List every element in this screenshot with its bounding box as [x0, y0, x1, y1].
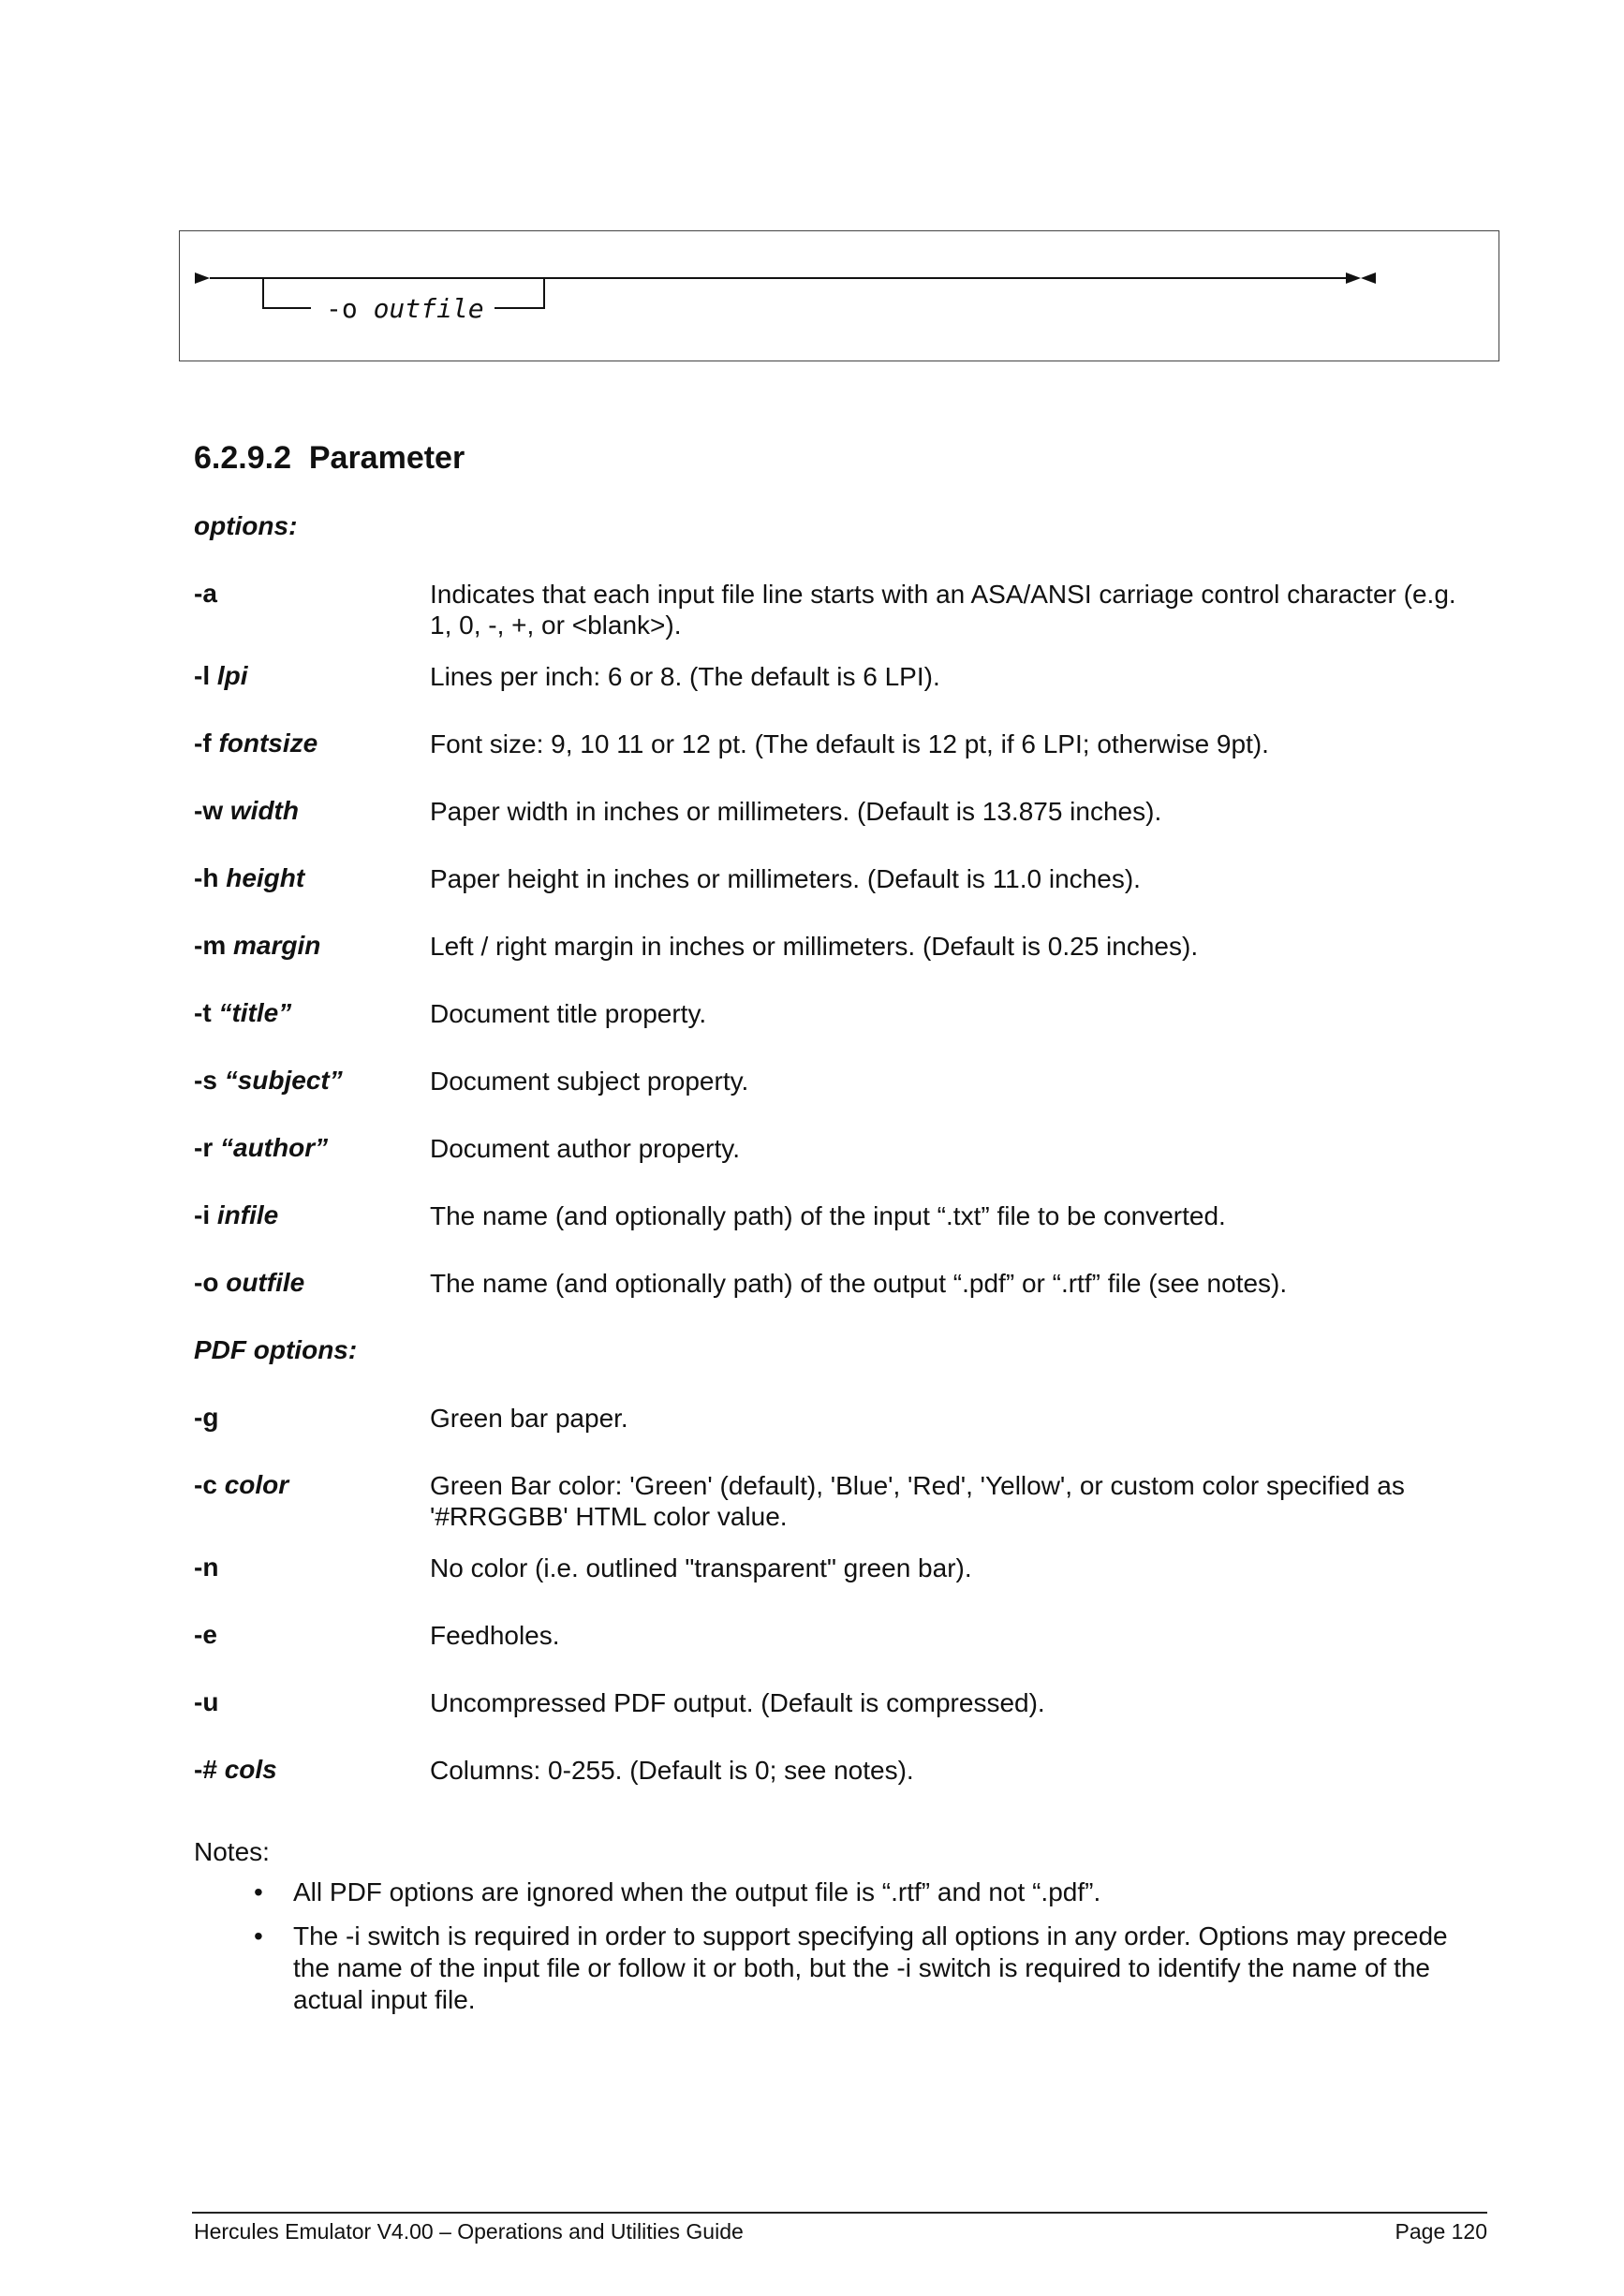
syntax-option: [326, 293, 484, 324]
param-switch: -h: [194, 863, 227, 892]
param-argument: height: [226, 863, 305, 892]
param-description: Document author property.: [430, 1134, 740, 1163]
param-name: [194, 998, 291, 1028]
param-description: Document title property.: [430, 999, 707, 1028]
param-description: Font size: 9, 10 11 or 12 pt. (The default is 12 pt, if 6 LPI; otherwise 9pt).: [430, 729, 1269, 758]
param-name: [194, 1268, 304, 1298]
param-description: Feedholes.: [430, 1621, 560, 1650]
param-argument: fontsize: [218, 729, 318, 758]
param-name: [194, 1200, 278, 1230]
param-switch: -o: [194, 1268, 227, 1297]
branch-left-line: [263, 278, 311, 308]
param-switch: -i: [194, 1200, 217, 1229]
param-description: Lines per inch: 6 or 8. (The default is 6 LPI).: [430, 662, 940, 691]
note-text: The -i switch is required in order to support specifying all options in any order. Options may precede the name of the input file or follow it or both, but the -i switch is required to identify the name of the actual input file.: [293, 1921, 1448, 2014]
pdf-options-label: PDF options:: [194, 1335, 358, 1364]
param-switch: -f: [194, 729, 219, 758]
footer-title: Hercules Emulator V4.00 – Operations and Utilities Guide: [194, 2219, 744, 2244]
param-switch: -s: [194, 1066, 225, 1095]
param-name: [194, 661, 248, 691]
param-description: Indicates that each input file line starts with an ASA/ANSI carriage control character (e.g. 1, 0, -, +, or <blank>).: [430, 580, 1456, 640]
syntax-argument: outfile: [373, 293, 484, 324]
param-switch: -r: [194, 1133, 220, 1162]
list-item: [194, 1921, 1486, 2016]
param-name: [194, 796, 299, 826]
param-switch: -m: [194, 931, 233, 960]
list-item: [194, 1877, 1486, 1908]
param-description: Paper width in inches or millimeters. (Default is 13.875 inches).: [430, 797, 1162, 826]
param-argument: “title”: [218, 998, 292, 1027]
param-name: [194, 863, 304, 893]
param-name: [194, 1470, 288, 1500]
param-name: [194, 1553, 218, 1582]
page-number: Page 120: [1395, 2219, 1487, 2244]
note-text: All PDF options are ignored when the output file is “.rtf” and not “.pdf”.: [293, 1877, 1101, 1906]
param-argument: outfile: [226, 1268, 305, 1297]
param-description: Document subject property.: [430, 1067, 749, 1096]
bullet-icon: •: [254, 1877, 263, 1906]
param-argument: color: [224, 1470, 289, 1499]
param-description: The name (and optionally path) of the output “.pdf” or “.rtf” file (see notes).: [430, 1269, 1288, 1298]
end-arrow-reverse-icon: [1361, 272, 1376, 284]
param-name: [194, 1066, 343, 1096]
param-argument: “author”: [220, 1133, 329, 1162]
param-description: Columns: 0-255. (Default is 0; see notes).: [430, 1756, 914, 1785]
param-argument: cols: [224, 1755, 277, 1784]
param-switch: -t: [194, 998, 219, 1027]
bullet-icon: •: [254, 1921, 263, 1950]
section-title: 6.2.9.2 Parameter: [194, 440, 465, 476]
branch-right-line: [495, 278, 544, 308]
start-arrow-icon: [195, 272, 210, 284]
param-description: Paper height in inches or millimeters. (Default is 11.0 inches).: [430, 864, 1141, 893]
param-name: [194, 1403, 218, 1433]
param-name: [194, 1133, 328, 1163]
notes-label: Notes:: [194, 1837, 270, 1866]
param-switch: -w: [194, 796, 230, 825]
syntax-switch: -o: [326, 293, 358, 324]
param-switch: -a: [194, 579, 217, 608]
param-description: Uncompressed PDF output. (Default is compressed).: [430, 1688, 1045, 1717]
param-name: [194, 931, 320, 961]
param-description: The name (and optionally path) of the input “.txt” file to be converted.: [430, 1201, 1226, 1230]
param-argument: width: [229, 796, 299, 825]
param-switch: -c: [194, 1470, 225, 1499]
param-argument: infile: [216, 1200, 279, 1229]
param-description: Left / right margin in inches or millimeters. (Default is 0.25 inches).: [430, 932, 1199, 961]
param-description: Green Bar color: 'Green' (default), 'Blue', 'Red', 'Yellow', or custom color specified as '#RRGGBB' HTML color value.: [430, 1471, 1405, 1531]
param-name: [194, 1620, 217, 1650]
param-switch: -#: [194, 1755, 225, 1784]
param-name: [194, 1755, 277, 1785]
param-switch: -l: [194, 661, 217, 690]
footer-divider: [192, 2212, 1487, 2214]
param-switch: -n: [194, 1553, 219, 1582]
param-switch: -u: [194, 1687, 219, 1716]
param-argument: margin: [233, 931, 321, 960]
param-name: [194, 579, 217, 609]
param-switch: -e: [194, 1620, 217, 1649]
notes-list: [194, 1877, 1486, 2028]
param-description: No color (i.e. outlined "transparent" green bar).: [430, 1553, 972, 1582]
end-arrow-icon: [1346, 272, 1361, 284]
param-argument: lpi: [216, 661, 248, 690]
param-name: [194, 729, 317, 758]
param-name: [194, 1687, 218, 1717]
param-description: Green bar paper.: [430, 1404, 628, 1433]
param-switch: -g: [194, 1403, 219, 1432]
param-argument: “subject”: [224, 1066, 343, 1095]
syntax-diagram: [179, 230, 1499, 361]
options-label: options:: [194, 511, 298, 540]
